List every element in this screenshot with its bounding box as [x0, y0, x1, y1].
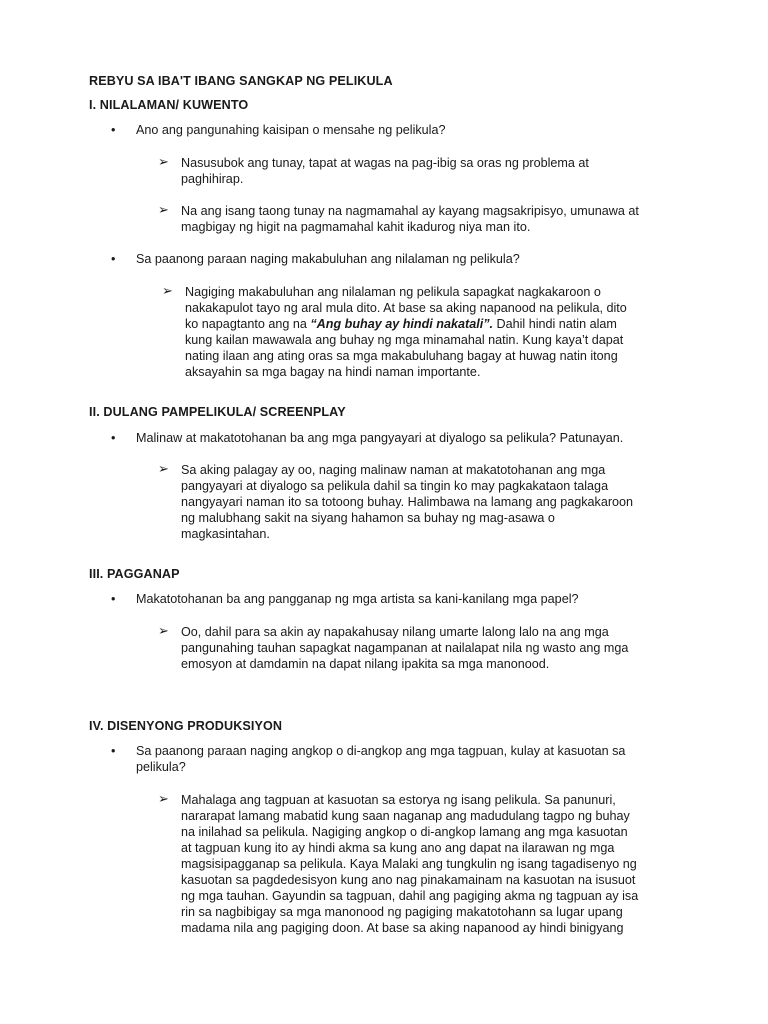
answer-line	[185, 316, 685, 332]
answer-item	[158, 461, 681, 542]
answer-line: na inilahad sa pelikula. Nagiging angkop o di-angkop lamang ang mga kasuotan	[181, 825, 628, 839]
arrow-bullet-icon: ➢	[158, 791, 169, 806]
section-heading-pagganap: III. PAGGANAP	[89, 567, 180, 581]
answer-line: ng malubhang sakit na siyang hahamon sa buhay ng mag-asawa o	[181, 511, 555, 525]
answer-line: ng mga tauhan. Gayundin sa tagpuan, dahil ang pagiging akma ng tagpuan ay isa	[181, 889, 639, 903]
question-line: • Sa paanong paraan naging angkop o di-angkop ang mga tagpuan, kulay at kasuotan sa	[136, 744, 626, 758]
question-bullet	[136, 743, 696, 775]
answer-line: pangyayari at diyalogo sa pelikula dahil sa tingin ko may pagkakataon talaga	[181, 479, 609, 493]
answer-line: Mahalaga ang tagpuan at kasuotan sa estorya ng isang pelikula. Sa panunuri,	[181, 793, 616, 807]
arrow-bullet-icon: ➢	[158, 202, 169, 217]
question-text: Makatotohanan ba ang pangganap ng mga artista sa kani-kanilang mga papel?	[136, 592, 579, 606]
answer-line: Nasusubok ang tunay, tapat at wagas na pag-ibig sa oras ng problema at	[181, 156, 589, 170]
answer-line: Na ang isang taong tunay na nagmamahal ay kayang magsakripisyo, umunawa at	[181, 204, 639, 218]
question-bullet	[136, 591, 696, 607]
answer-item	[158, 154, 681, 187]
answer-line: magbigay ng higit na pagmamahal kahit ikadurog niya man ito.	[181, 220, 531, 234]
section-heading-nilalaman: I. NILALAMAN/ KUWENTO	[89, 98, 249, 112]
answer-line: paghihirap.	[181, 172, 244, 186]
question-bullet	[136, 430, 696, 446]
answer-line: magsisipagganap sa pelikula. Kaya Malaki ang tungkulin ng isang tagadisenyo ng	[181, 857, 637, 871]
section-heading-screenplay: II. DULANG PAMPELIKULA/ SCREENPLAY	[89, 405, 346, 419]
question-text: Ano ang pangunahing kaisipan o mensahe ng pelikula?	[136, 123, 446, 137]
arrow-bullet-icon: ➢	[162, 283, 173, 298]
question-line: pelikula?	[136, 760, 186, 774]
answer-item	[162, 283, 685, 380]
question-text: Malinaw at makatotohanan ba ang mga pangyayari at diyalogo sa pelikula? Patunayan.	[136, 431, 624, 445]
answer-line: emosyon at damdamin na dapat nilang ipakita sa mga manonood.	[181, 657, 550, 671]
answer-text: ko napagtanto ang na	[185, 317, 311, 331]
answer-line: aksayahin sa mga bagay na hindi naman importante.	[185, 365, 481, 379]
answer-line: kung kailan mawawala ang buhay ng mga minamahal natin. Kung kaya’t dapat	[185, 333, 624, 347]
arrow-bullet-icon: ➢	[158, 461, 169, 476]
answer-line: madama nila ang pagiging doon. At base sa aking napanood ay hindi binigyang	[181, 921, 624, 935]
answer-line: Oo, dahil para sa akin ay napakahusay nilang umarte lalong lalo na ang mga	[181, 625, 609, 639]
answer-line: pangunahing tauhan sapagkat nagampanan at nailalapat nila ng wasto ang mga	[181, 641, 629, 655]
answer-text: Dahil hindi natin alam	[493, 317, 617, 331]
section-heading-disenyo: IV. DISENYONG PRODUKSIYON	[89, 719, 283, 733]
answer-line: magkasintahan.	[181, 527, 270, 541]
answer-item	[158, 791, 681, 936]
answer-line: at tagpuan kung ito ay hindi akma sa kung ano ang dapat na ilarawan ng mga	[181, 841, 615, 855]
answer-item	[158, 623, 681, 672]
arrow-bullet-icon: ➢	[158, 623, 169, 638]
answer-line: Sa aking palagay ay oo, naging malinaw naman at makatotohanan ang mga	[181, 463, 606, 477]
question-text: Sa paanong paraan naging makabuluhan ang nilalaman ng pelikula?	[136, 252, 520, 266]
answer-line: rin sa nagbibigay sa mga manonood ng pagiging makatotohann sa lugar upang	[181, 905, 623, 919]
arrow-bullet-icon: ➢	[158, 154, 169, 169]
answer-line: kasuotan sa pagdedesisyon kung ano nag pinakamainam na kasuotan na isusuot	[181, 873, 636, 887]
answer-line: nakakapulot tayo ng aral mula dito. At base sa aking napanood na pelikula, dito	[185, 301, 627, 315]
answer-line: nararapat lamang mabatid kung saan naganap ang madudulang tagpo ng buhay	[181, 809, 630, 823]
quoted-phrase: “Ang buhay ay hindi nakatali”.	[310, 317, 493, 331]
answer-item	[158, 202, 681, 235]
answer-line: nating ilaan ang ating oras sa mga makabuluhang bagay at huwag natin itong	[185, 349, 618, 363]
answer-line: Nagiging makabuluhan ang nilalaman ng pelikula sapagkat nagkakaroon o	[185, 285, 601, 299]
answer-line: nangyayari naman ito sa totoong buhay. Halimbawa na lamang ang pagkakaroon	[181, 495, 634, 509]
document-title: REBYU SA IBA'T IBANG SANGKAP NG PELIKULA	[89, 74, 393, 88]
question-bullet	[136, 122, 696, 138]
question-bullet	[136, 251, 696, 267]
